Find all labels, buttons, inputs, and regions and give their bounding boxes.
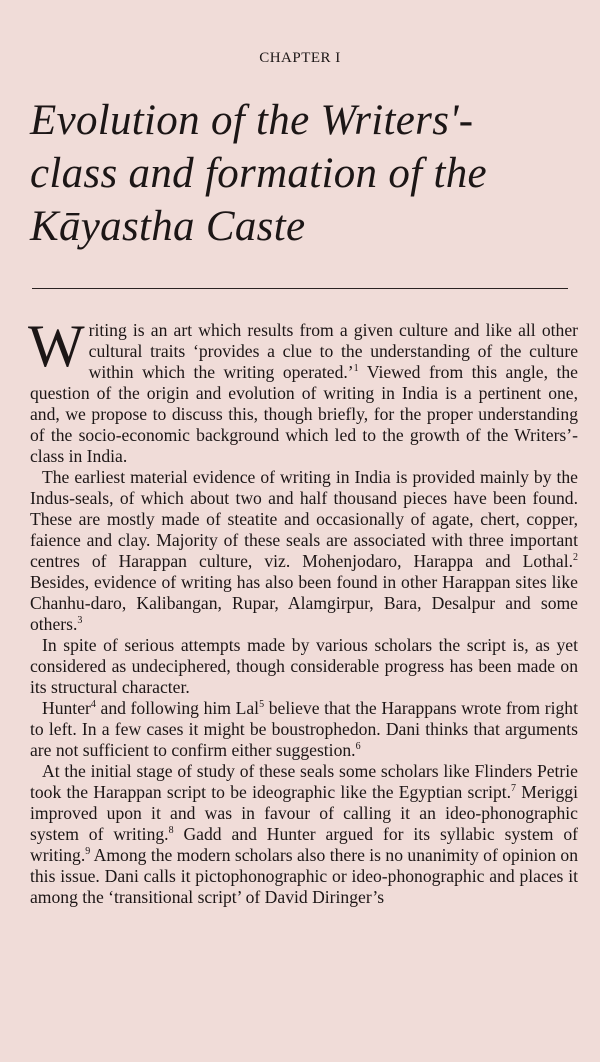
paragraph-text: Besides, evidence of writing has also been found in other Harappan sites like Chanhu-daro, Kalibangan, Rupar, Alamgirpur, Bara, Desalpur and some others. — [30, 572, 578, 634]
body-paragraph — [30, 635, 578, 698]
chapter-title-line: Kāyastha Caste — [30, 203, 306, 250]
body-text — [28, 313, 579, 908]
paragraph-text: In spite of serious attempts made by various scholars the script is, as yet considered as undeciphered, though considerable progress has been made on its structural character. — [30, 635, 578, 697]
footnote-marker: 8 — [168, 825, 174, 837]
footnote-marker: 5 — [259, 699, 265, 711]
footnote-marker: 9 — [85, 846, 91, 858]
paragraph-text: riting is an art which results from a given culture and like all other cultural traits ‘provides a clue to the understanding of the culture within which the writing operated.’ — [88, 320, 578, 382]
footnote-marker: 7 — [511, 783, 517, 795]
body-paragraph — [30, 761, 578, 908]
footnote-marker: 6 — [355, 741, 361, 753]
drop-cap: W — [28, 313, 85, 379]
footnote-marker: 2 — [573, 552, 578, 564]
body-paragraph — [30, 698, 578, 761]
footnote-marker: 4 — [90, 699, 96, 711]
footnote-marker: 1 — [353, 363, 359, 375]
paragraph-text: and following him Lal — [95, 698, 260, 718]
title-divider — [32, 288, 568, 289]
paragraph-text: Gadd and Hunter argued for its syllabic system of writing. — [30, 824, 579, 865]
paragraph-text: Among the modern scholars also there is no unanimity of opinion on this issue. Dani calls it pictophonographic or ideo-phonographic and places it among the ‘transitional script’ of David Diringer’s — [30, 845, 578, 907]
paragraph-text: At the initial stage of study of these seals some scholars like Flinders Petrie took the Harappan script to be ideographic like the Egyptian script. — [30, 761, 578, 802]
chapter-title-line: Evolution of the Writers'- — [30, 97, 474, 144]
paragraph-text: Viewed from this angle, the question of the origin and evolution of writing in India is a pertinent one, and, we propose to discuss this, though briefly, for the proper understanding of the socio-economic background which led to the growth of the Writers’-class in India. — [30, 362, 578, 466]
paragraph-text: Meriggi improved upon it and was in favour of calling it an ideo-phonographic system of writing. — [30, 782, 578, 844]
chapter-label: CHAPTER I — [259, 50, 341, 66]
paragraph-text: Hunter — [42, 698, 91, 718]
paragraph-text: believe that the Harappans wrote from right to left. In a few cases it might be boustrophedon. Dani thinks that arguments are not sufficient to confirm either suggestion. — [30, 698, 578, 760]
body-paragraph — [28, 313, 578, 467]
chapter-title-line: class and formation of the — [30, 150, 487, 197]
body-paragraph — [30, 467, 578, 635]
footnote-marker: 3 — [77, 615, 83, 627]
chapter-title — [30, 94, 585, 253]
paragraph-text: The earliest material evidence of writing in India is provided mainly by the Indus-seals, of which about two and half thousand pieces have been found. These are mostly made of steatite and occasionally of agate, chert, copper, faience and clay. Majority of these seals are associated with three important centres of Harappan culture, viz. Mohenjodaro, Harappa and Lothal. — [30, 467, 578, 571]
